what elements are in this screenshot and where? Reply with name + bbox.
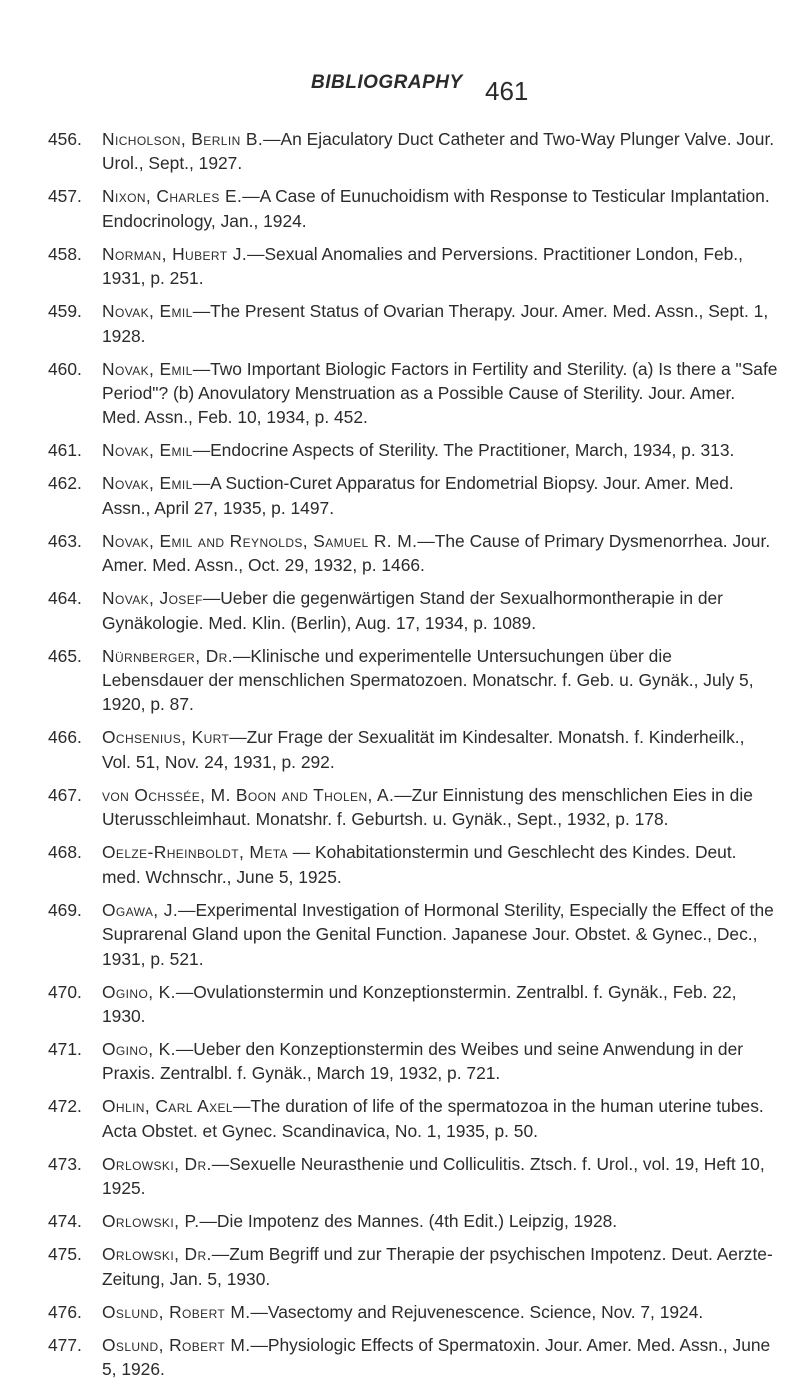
entry-number: 464. — [48, 588, 82, 609]
entry-text: Endocrine Aspects of Sterility. The Practitioner, March, 1934, p. 313. — [210, 440, 735, 461]
entry-number: 458. — [48, 243, 82, 264]
entry-number: 462. — [48, 473, 82, 494]
entry-text: Ueber den Konzeptionstermin des Weibes und seine Anwendung in der Praxis. Zentralbl. f. Gynäk., March 19, 1932, p. 721. — [102, 1038, 744, 1084]
entry-number: 469. — [48, 899, 82, 920]
entry-text: Physiologic Effects of Spermatoxin. Jour. Amer. Med. Assn., June 5, 1926. — [102, 1334, 771, 1379]
bibliography-entry: 467. von Ochssée, M. Boon and Tholen, A.—Zur Einnistung des menschlichen Eies in die Uterusschleimhaut. Monatshr. f. Geburtsh. u. Gynäk., Sept., 1932, p. 178. — [48, 784, 753, 830]
entry-number: 474. — [48, 1211, 82, 1232]
entry-author: Orlowski, P. — [102, 1211, 200, 1232]
bibliography-entry: 464. Novak, Josef—Ueber die gegenwärtigen Stand der Sexualhormontherapie in der Gynäkologie. Med. Klin. (Berlin), Aug. 17, 1934, p. 1089. — [48, 588, 723, 633]
bibliography-entry: 463. Novak, Emil and Reynolds, Samuel R. M.—The Cause of Primary Dysmenorrhea. Jour. Amer. Med. Assn., Oct. 29, 1932, p. 1466. — [48, 530, 771, 576]
entry-text: Vasectomy and Rejuvenescence. Science, Nov. 7, 1924. — [267, 1301, 704, 1322]
entry-author: Nicholson, Berlin B. — [102, 129, 264, 149]
entry-author: Novak, Emil — [102, 440, 193, 461]
entry-text: Ovulationstermin und Konzeptionstermin. Zentralbl. f. Gynäk., Feb. 22, 1930. — [102, 981, 737, 1026]
entry-number: 465. — [48, 645, 82, 666]
bibliography-entry: 462. Novak, Emil—A Suction-Curet Apparatus for Endometrial Biopsy. Jour. Amer. Med. Assn., April 27, 1935, p. 1497. — [48, 473, 734, 518]
entry-text: A Case of Eunuchoidism with Response to Testicular Implantation. Endocrinology, Jan., 1924. — [102, 186, 770, 231]
entry-text: The Present Status of Ovarian Therapy. Jour. Amer. Med. Assn., Sept. 1, 1928. — [102, 301, 769, 346]
entry-number: 461. — [48, 440, 82, 461]
bibliography-entry: 475. Orlowski, Dr.—Zum Begriff und zur Therapie der psychischen Impotenz. Deut. Aerzte-Zeitung, Jan. 5, 1930. — [48, 1244, 773, 1289]
bibliography-entry: 461. Novak, Emil—Endocrine Aspects of Sterility. The Practitioner, March, 1934, p. 313. — [48, 438, 778, 462]
entry-text: Kohabitationstermin und Geschlecht des Kindes. Deut. med. Wchnschr., June 5, 1925. — [102, 842, 737, 887]
entry-author: Novak, Emil and Reynolds, Samuel R. M. — [102, 530, 418, 551]
entry-author: Novak, Emil — [102, 358, 193, 379]
entry-number: 472. — [48, 1096, 82, 1117]
entry-number: 457. — [48, 186, 82, 207]
bibliography-entry: 459. Novak, Emil—The Present Status of Ovarian Therapy. Jour. Amer. Med. Assn., Sept. 1, 1928. — [48, 301, 769, 346]
entry-author: Ogino, K. — [102, 981, 176, 1002]
entry-text: Zum Begriff und zur Therapie der psychischen Impotenz. Deut. Aerzte-Zeitung, Jan. 5, 1930. — [102, 1244, 773, 1289]
bibliography-entry: 460. Novak, Emil—Two Important Biologic Factors in Fertility and Sterility. (a) Is there a "Safe Period"? (b) Anovulatory Menstruation as a Possible Cause of Sterility. Jour. Amer. Med. Assn., Feb. 10, 1934, p. 452. — [48, 358, 778, 428]
entry-text: Ueber die gegenwärtigen Stand der Sexualhormontherapie in der Gynäkologie. Med. Klin. (Berlin), Aug. 17, 1934, p. 1089. — [102, 588, 723, 633]
entry-number: 466. — [48, 727, 82, 748]
entry-text: Klinische und experimentelle Untersuchungen über die Lebensdauer der menschlichen Spermatozoen. Monatschr. f. Geb. u. Gynäk., July 5, 1920, p. 87. — [102, 645, 754, 715]
entry-number: 459. — [48, 301, 82, 322]
entry-number: 475. — [48, 1244, 82, 1265]
page-number: 461 — [485, 76, 529, 106]
bibliography-list — [48, 127, 778, 1390]
entry-text: A Suction-Curet Apparatus for Endometrial Biopsy. Jour. Amer. Med. Assn., April 27, 1935, p. 1497. — [102, 473, 734, 518]
entry-author: Norman, Hubert J. — [102, 243, 248, 264]
entry-number: 470. — [48, 981, 82, 1002]
entry-text: Two Important Biologic Factors in Fertility and Sterility. (a) Is there a "Safe Period"? (b) Anovulatory Menstruation as a Possible Cause of Sterility. Jour. Amer. Med. Assn., Feb. 10, 1934, p. 452. — [102, 358, 778, 428]
entry-text: Die Impotenz des Mannes. (4th Edit.) Leipzig, 1928. — [216, 1211, 618, 1232]
entry-author: Novak, Josef — [102, 588, 203, 609]
bibliography-entry: 457. Nixon, Charles E.—A Case of Eunuchoidism with Response to Testicular Implantation. Endocrinology, Jan., 1924. — [48, 186, 770, 231]
entry-text: An Ejaculatory Duct Catheter and Two-Way Plunger Valve. Jour. Urol., Sept., 1927. — [102, 129, 775, 174]
entry-author: Novak, Emil — [102, 301, 193, 322]
entry-text: Zur Einnistung des menschlichen Eies in die Uterusschleimhaut. Monatshr. f. Geburtsh. u. Gynäk., Sept., 1932, p. 178. — [102, 784, 753, 830]
entry-author: von Ochssée, M. Boon and Tholen, A. — [102, 784, 395, 805]
entry-number: 460. — [48, 358, 82, 379]
entry-number: 468. — [48, 842, 82, 863]
bibliography-entry: 476. Oslund, Robert M.—Vasectomy and Rejuvenescence. Science, Nov. 7, 1924. — [48, 1300, 778, 1324]
entry-number: 467. — [48, 784, 82, 805]
entry-text: Zur Frage der Sexualität im Kindesalter. Monatsh. f. Kinderheilk., Vol. 51, Nov. 24, 1931, p. 292. — [102, 727, 745, 772]
entry-author: Oslund, Robert M. — [102, 1334, 251, 1355]
bibliography-entry: 471. Ogino, K.—Ueber den Konzeptionstermin des Weibes und seine Anwendung in der Praxis. Zentralbl. f. Gynäk., March 19, 1932, p. 721. — [48, 1038, 744, 1084]
entry-author: Ohlin, Carl Axel — [102, 1096, 233, 1117]
bibliography-entry: 465. Nürnberger, Dr.—Klinische und experimentelle Untersuchungen über die Lebensdauer der menschlichen Spermatozoen. Monatschr. f. Geb. u. Gynäk., July 5, 1920, p. 87. — [48, 645, 754, 715]
entry-number: 473. — [48, 1153, 82, 1174]
entry-author: Ogino, K. — [102, 1038, 176, 1059]
bibliography-entry: 458. Norman, Hubert J.—Sexual Anomalies and Perversions. Practitioner London, Feb., 1931, p. 251. — [48, 243, 743, 289]
bibliography-entry: 472. Ohlin, Carl Axel—The duration of life of the spermatozoa in the human uterine tubes. Acta Obstet. et Gynec. Scandinavica, No. 1, 1935, p. 50. — [48, 1096, 764, 1141]
entry-number: 476. — [48, 1301, 82, 1322]
entry-author: Ogawa, J. — [102, 899, 179, 920]
bibliography-entry: 474. Orlowski, P.—Die Impotenz des Mannes. (4th Edit.) Leipzig, 1928. — [48, 1209, 778, 1233]
entry-author: Orlowski, Dr. — [102, 1153, 212, 1174]
entry-author: Orlowski, Dr. — [102, 1244, 212, 1265]
entry-text: The duration of life of the spermatozoa in the human uterine tubes. Acta Obstet. et Gynec. Scandinavica, No. 1, 1935, p. 50. — [102, 1096, 764, 1141]
entry-text: Sexuelle Neurasthenie und Colliculitis. Ztsch. f. Urol., vol. 19, Heft 10, 1925. — [102, 1153, 765, 1199]
page-header — [0, 72, 800, 112]
entry-number: 471. — [48, 1038, 82, 1059]
entry-author: Oelze-Rheinboldt, Meta — [102, 842, 288, 863]
bibliography-entry: 477. Oslund, Robert M.—Physiologic Effects of Spermatoxin. Jour. Amer. Med. Assn., June 5, 1926. — [48, 1334, 771, 1379]
bibliography-entry: 473. Orlowski, Dr.—Sexuelle Neurasthenie und Colliculitis. Ztsch. f. Urol., vol. 19, Heft 10, 1925. — [48, 1153, 765, 1199]
entry-text: Experimental Investigation of Hormonal Sterility, Especially the Effect of the Suprarenal Gland upon the Genital Function. Japanese Jour. Obstet. & Gynec., Dec., 1931, p. 521. — [102, 899, 774, 969]
entry-author: Nürnberger, Dr. — [102, 645, 233, 666]
bibliography-entry: 466. Ochsenius, Kurt—Zur Frage der Sexualität im Kindesalter. Monatsh. f. Kinderheilk., Vol. 51, Nov. 24, 1931, p. 292. — [48, 727, 745, 772]
bibliography-entry: 469. Ogawa, J.—Experimental Investigation of Hormonal Sterility, Especially the Effect of the Suprarenal Gland upon the Genital Function. Japanese Jour. Obstet. & Gynec., Dec., 1931, p. 521. — [48, 899, 774, 969]
entry-text: Sexual Anomalies and Perversions. Practitioner London, Feb., 1931, p. 251. — [102, 243, 743, 289]
entry-number: 477. — [48, 1334, 82, 1355]
running-title: BIBLIOGRAPHY — [311, 72, 463, 93]
entry-number: 463. — [48, 530, 82, 551]
entry-author: Nixon, Charles E. — [102, 186, 243, 207]
bibliography-entry: 470. Ogino, K.—Ovulationstermin und Konzeptionstermin. Zentralbl. f. Gynäk., Feb. 22, 1930. — [48, 981, 737, 1026]
entry-author: Ochsenius, Kurt — [102, 727, 230, 748]
bibliography-entry: 468. Oelze-Rheinboldt, Meta — Kohabitationstermin und Geschlecht des Kindes. Deut. med. Wchnschr., June 5, 1925. — [48, 842, 737, 887]
bibliography-entry: 456. Nicholson, Berlin B.—An Ejaculatory Duct Catheter and Two-Way Plunger Valve. Jour. Urol., Sept., 1927. — [48, 129, 775, 174]
entry-text: The Cause of Primary Dysmenorrhea. Jour. Amer. Med. Assn., Oct. 29, 1932, p. 1466. — [102, 530, 771, 576]
entry-author: Novak, Emil — [102, 473, 193, 494]
entry-author: Oslund, Robert M. — [102, 1301, 251, 1322]
entry-number: 456. — [48, 129, 82, 149]
